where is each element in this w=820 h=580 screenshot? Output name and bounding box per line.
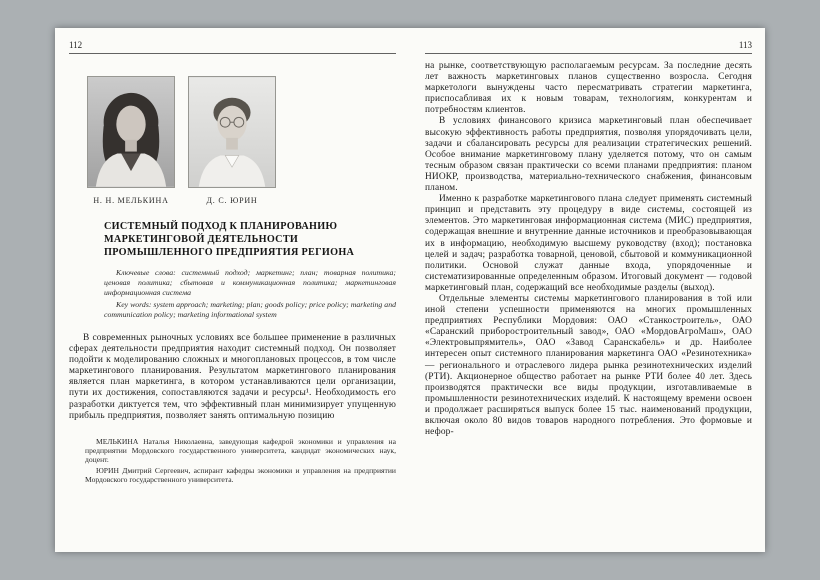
author-photo-yurin [188,76,276,188]
keywords-russian: Ключевые слова: системный подход; маркетинг; план; товарная политика; ценовая политика; сбытовая и коммуникационная политика; маркетинговая информационная система [104,268,396,297]
author-name: Н. Н. МЕЛЬКИНА [93,196,169,205]
article-title-line: ПРОМЫШЛЕННОГО ПРЕДПРИЯТИЯ РЕГИОНА [104,247,355,258]
article-paragraph: на рынке, соответствующую располагаемым ресурсам. За последние десять лет важность маркетинговых планов существенно возросла. Сегодня маркетологи вынуждены часто пересматривать стратегии маркетинга, приспосабливая их к новым товарам, технологиям, конкурентам и потребностям клиентов. [425,61,752,116]
author-name: Д. С. ЮРИН [206,196,258,205]
article-title-line: МАРКЕТИНГОВОЙ ДЕЯТЕЛЬНОСТИ [104,234,299,245]
footnote-block [85,437,396,484]
page-right [425,40,752,438]
header-rule [69,53,396,54]
document-sheet [55,28,765,552]
page-left [69,40,396,484]
author-footnote: ЮРИН Дмитрий Сергеевич, аспирант кафедры экономики и управления на предприятии Мордовского государственного университета. [85,465,396,484]
article-paragraph: Именно к разработке маркетингового плана следует применять системный принцип и представить эту процедуру в виде системы, состоящей из элементов. Это маркетинговая информационная система (МИС) предприятия, содержащая внешние и внутренние данные источников и преобразовывающая их в информацию, необходимую высшему руководству (вход); постановка целей и задач; разработка товарной, ценовой, сбытовой и коммуникационной политики. Основой служат данные входа, упорядоченные и систематизированные определенным образом. Итоговый документ — годовой маркетинговый план, содержащий все необходимые разделы (выход). [425,194,752,293]
article-paragraph: В условиях финансового кризиса маркетинговый план обеспечивает высокую эффективность работы предприятия, позволяя упорядочивать цели, задачи и сбалансировать ресурсы для реализации стратегических решений. Особое внимание маркетинговому плану уделяется потому, что он самым тесным образом связан практически со всеми планами предприятия: планом НИОКР, производства, материально-технического снабжения, финансовым планом. [425,116,752,194]
page-number-right: 113 [738,40,752,50]
keywords-english: Key words: system approach; marketing; plan; goods policy; price policy; marketing and communication policy; marketing informational system [104,300,396,320]
article-title-line: СИСТЕМНЫЙ ПОДХОД К ПЛАНИРОВАНИЮ [104,221,338,232]
page-number-left: 112 [69,40,83,50]
author-names [87,196,396,205]
article-paragraph: В современных рыночных условиях все большее применение в различных сферах деятельности предприятия находит системный подход. Он позволяет подойти к моделированию сложных и многоплановых процессов, в том числе маркетингового планирования. Результатом маркетингового планирования является план маркетинга, в котором устанавливаются цели организации, пути их достижения, сопоставляются задачи и ресурсы¹. Необходимость его разработки диктуется тем, что эффективный план минимизирует упущенную прибыль предприятия, позволяет занять оптимальную позицию [69,332,396,421]
article-paragraph: Отдельные элементы системы маркетингового планирования в той или иной степени успешности применяются на многих промышленных предприятиях Республики Мордовия: ОАО «Станкостроитель», ОАО «Саранский приборостроительный завод», ОАО «МордовАгроМаш», ОАО «Электровыпрямитель», ОАО «Завод Саранскабель» и др. Наиболее интересен опыт системного планирования маркетинга ОАО «Резинотехника» — регионального и отраслевого лидера рынка резинотехнических изделий (РТИ). Акционерное общество работает на рынке РТИ более 40 лет. Здесь производятся практически все виды продукции, изготавливаемые в промышленности резинотехнических изделий. К настоящему времени освоен и продолжает расширяться выпуск более 15 тыс. наименований продукции, включая около 80 видов товаров народного потребления. Это формовые и нефор- [425,293,752,438]
header-rule [425,53,752,54]
article-title [104,220,396,259]
author-photo-melkina [87,76,175,188]
author-photos [87,76,396,188]
author-footnote: МЕЛЬКИНА Наталья Николаевна, заведующая кафедрой экономики и управления на предприятии Мордовского государственного университета, кандидат экономических наук, доцент. [85,436,396,465]
